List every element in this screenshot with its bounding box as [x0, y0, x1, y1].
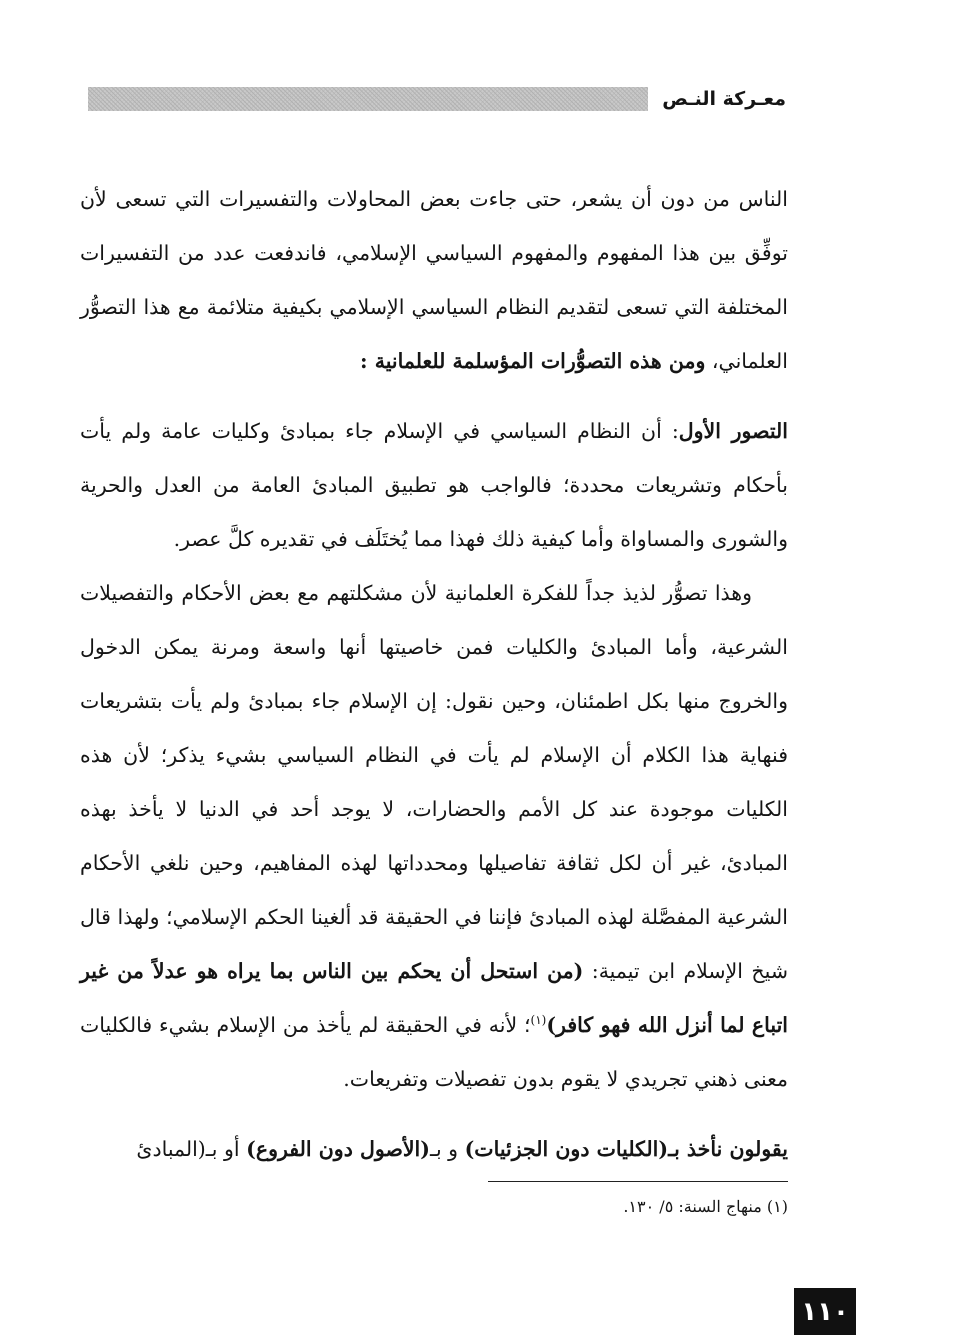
header-decorative-band: [88, 87, 648, 111]
paragraph-3-text-b: ؛ لأنه في الحقيقة لم يأخذ من الإسلام بشيء فالكليات معنى ذهني تجريدي لا يقوم بدون تفصيلات وتفريعات.: [80, 1013, 788, 1091]
footnote-reference: (١): [530, 1013, 547, 1028]
ibn-taymiyyah-quote: (من استحل أن يحكم بين الناس بما يراه هو عدلاً من غير اتباع لما أنزل الله فهو كافر): [80, 959, 788, 1037]
paragraph-3-text-a: وهذا تصوُّر لذيذ جداً للفكرة العلمانية لأن مشكلتهم مع بعض الأحكام والتفصيلات الشرعية، وأما المبادئ والكليات فمن خاصيتها أنها واسعة ومرنة يمكن الدخول والخروج منها بكل اطمئنان، وحين نقول: إن الإسلام جاء بمبادئ ولم يأت بتشريعات فنهاية هذا الكلام أن الإسلام لم يأت في النظام السياسي بشيء يذكر؛ لأن هذه الكليات موجودة عند كل الأمم والحضارات، لا يوجد أحد في الدنيا لا يأخذ بهذه المبادئ، غير أن لكل ثقافة تفاصيلها ومحدداتها لهذه المفاهيم، وحين نلغي الأحكام الشرعية المفصَّلة لهذه المبادئ فإننا في الحقيقة قد ألغينا الحكم الإسلامي؛ ولهذا قال شيخ الإسلام ابن تيمية:: [80, 581, 788, 983]
page-header: [88, 84, 786, 114]
paragraph-4-bold-b: (الأصول دون الفروع): [246, 1137, 430, 1161]
first-conception-heading: التصور الأول: [678, 419, 788, 443]
paragraph-4-mid: و بـ: [429, 1137, 465, 1161]
paragraph-2: [80, 404, 788, 566]
paragraph-3: [80, 566, 788, 1106]
paragraph-4-end: أو بـ(المبادئ: [136, 1137, 247, 1161]
paragraph-4-bold-a: يقولون نأخذ بـ(الكليات دون الجزئيات): [464, 1137, 788, 1161]
paragraph-1: [80, 172, 788, 388]
paragraph-1-bold: ومن هذه التصوُّرات المؤسلمة للعلمانية :: [360, 349, 706, 373]
footnote-divider: [488, 1181, 788, 1182]
paragraph-1-text: الناس من دون أن يشعر، حتى جاءت بعض المحاولات والتفسيرات التي تسعى لأن توفِّق بين هذا المفهوم والمفهوم السياسي الإسلامي، فاندفعت عدد من التفسيرات المختلفة التي تسعى لتقديم النظام السياسي الإسلامي بكيفية متلائمة مع هذا التصوُّر العلماني،: [80, 187, 788, 373]
running-header-title: معـركة النـص: [662, 88, 786, 110]
paragraph-2-text: : أن النظام السياسي في الإسلام جاء بمبادئ وكليات عامة ولم يأت بأحكام وتشريعات محددة؛ فالواجب هو تطبيق المبادئ العامة من العدل والحرية والشورى والمساواة وأما كيفية ذلك فهذا مما يُختَلَف في تقديره كلَّ عصر.: [80, 419, 788, 551]
page-number: ١١٠: [794, 1288, 856, 1335]
main-text: [80, 172, 788, 1176]
paragraph-4: [80, 1122, 788, 1176]
footnote: (١) منهاج السنة: ٥/ ١٣٠.: [623, 1197, 788, 1216]
